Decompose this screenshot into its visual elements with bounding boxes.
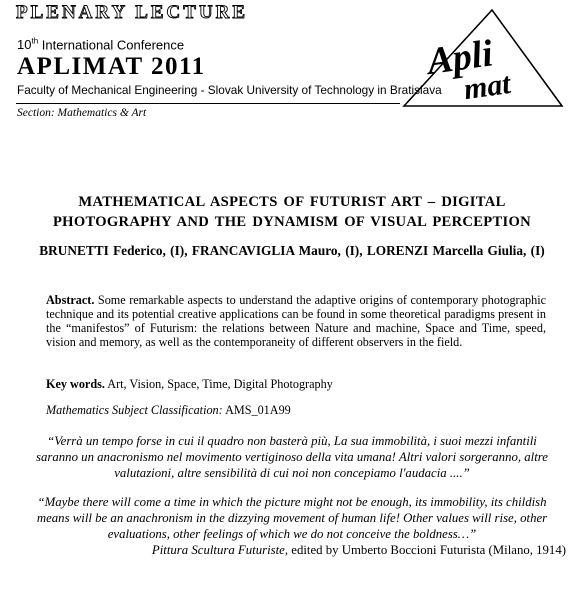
keywords-text: Art, Vision, Space, Time, Digital Photography	[104, 377, 333, 391]
conference-header	[0, 0, 584, 125]
english-quote-line-3: evaluations, other feelings of which we do not conceive the boldness…”	[107, 527, 477, 541]
conference-edition	[17, 37, 184, 52]
msc-text: AMS_01A99	[222, 403, 291, 417]
italian-quote	[8, 433, 576, 481]
source-details: edited by Umberto Boccioni Futurista (Milano, 1914)	[288, 543, 566, 557]
conference-ordinal: 10th	[17, 37, 39, 53]
english-quote	[8, 494, 576, 542]
keywords-paragraph	[46, 377, 546, 391]
keywords-label: Key words.	[46, 377, 105, 391]
plenary-lecture-heading: PLENARY LECTURE	[16, 2, 249, 23]
msc-paragraph	[46, 403, 546, 417]
conference-edition-text: International Conference	[38, 37, 185, 53]
abstract-label: Abstract.	[46, 293, 95, 307]
english-quote-line-1: “Maybe there will come a time in which the picture might not be enough, its immobility, its childish	[37, 495, 547, 509]
italian-quote-line-3: valutazioni, altre sensibilità di cui noi non concepiamo l'audacia ....”	[114, 466, 470, 480]
italian-quote-line-2: saranno un anacronismo nel movimento vertiginoso della vita umana! Altri valori sorgeranno, altre	[36, 450, 548, 464]
source-title: Pittura Scultura Futuriste,	[151, 543, 289, 557]
paper-title	[10, 192, 574, 232]
paper-title-line-2: PHOTOGRAPHY AND THE DYNAMISM OF VISUAL PERCEPTION	[52, 214, 532, 230]
msc-label: Mathematics Subject Classification:	[46, 403, 223, 417]
paper-title-line-1: MATHEMATICAL ASPECTS OF FUTURIST ART – DIGITAL	[78, 194, 506, 210]
section-label: Section: Mathematics & Art	[17, 107, 147, 119]
italian-quote-line-1: “Verrà un tempo forse in cui il quadro non basterà più, La sua immobilità, i suoi mezzi infantili	[47, 434, 537, 448]
logo-text-top: Apli	[424, 32, 496, 84]
conference-name: APLIMAT 2011	[17, 53, 206, 80]
logo-text-bottom: mat	[461, 67, 513, 107]
quote-source	[152, 543, 566, 558]
abstract-text: Some remarkable aspects to understand the adaptive origins of contemporary photographic technique and its potential creative applications can be found in some theoretical paradigms present in the “manifestos” of Futurism: the relations between Nature and machine, Space and Time, speed, vision and memory, as well as the contemporaneity of different observers in the field.	[46, 293, 546, 349]
faculty-line: Faculty of Mechanical Engineering - Slovak University of Technology in Bratislava	[17, 83, 442, 97]
paper-authors: BRUNETTI Federico, (I), FRANCAVIGLIA Mauro, (I), LORENZI Marcella Giulia, (I)	[39, 243, 545, 258]
ordinal-suffix: th	[31, 37, 39, 46]
abstract-paragraph	[46, 293, 546, 349]
aplimat-logo	[398, 8, 566, 108]
english-quote-line-2: means will be an anachronism in the dizzying movement of human life! Other values will rise, other	[36, 511, 548, 525]
header-divider	[16, 103, 400, 104]
